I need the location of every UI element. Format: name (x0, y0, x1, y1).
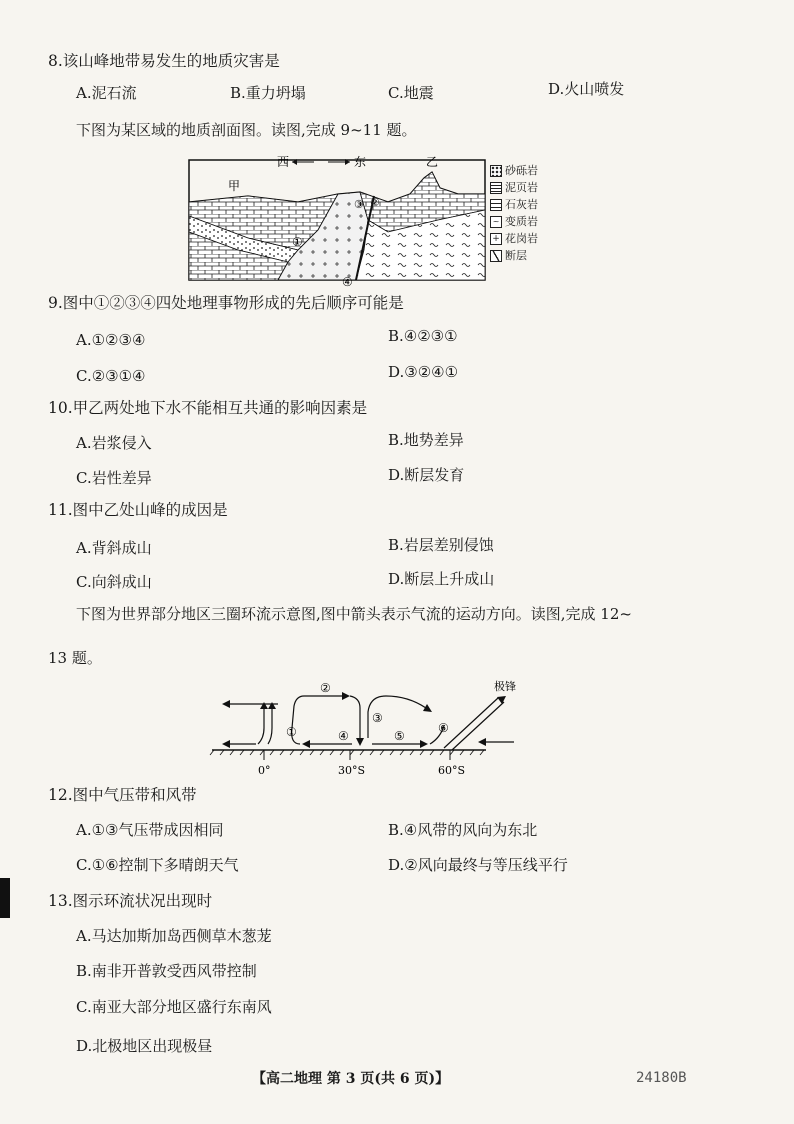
circ-marker-2: ② (320, 681, 331, 695)
legend-label-limestone: 石灰岩 (505, 198, 538, 211)
q10-option-d: D.断层发育 (388, 466, 465, 484)
q9-option-a: A.①②③④ (76, 331, 146, 349)
q8-option-a: A.泥石流 (76, 84, 137, 102)
circ-marker-4: ④ (338, 729, 349, 743)
lat-label-60s: 60°S (438, 764, 466, 777)
legend-item-sandstone (490, 164, 538, 177)
q8-option-b: B.重力坍塌 (230, 84, 306, 102)
intro-12-13-line2: 13 题。 (48, 649, 102, 667)
ferrel-cell-arrowhead (423, 704, 432, 712)
q13-option-d: D.北极地区出现极昼 (76, 1037, 213, 1055)
q12-option-a: A.①③气压带成因相同 (76, 821, 224, 839)
q10-option-a: A.岩浆侵入 (76, 434, 152, 452)
legend-label-fault: 断层 (505, 249, 527, 262)
q11-option-c: C.向斜成山 (76, 573, 152, 591)
circ-marker-5: ⑤ (394, 729, 405, 743)
legend-item-metamorphic (490, 215, 538, 228)
q12-option-b: B.④风带的风向为东北 (388, 821, 538, 839)
geologic-legend (490, 164, 586, 274)
marker-2: ② (370, 196, 380, 209)
circulation-figure (208, 678, 538, 778)
metamorphic-swatch: ~ (490, 216, 502, 228)
q9-option-c: C.②③①④ (76, 367, 146, 385)
polar-front-line-2 (452, 702, 504, 750)
paper-code: 24180B (636, 1070, 687, 1086)
q8-option-c: C.地震 (388, 84, 434, 102)
page-footer: 【高二地理 第 3 页(共 6 页)】 (252, 1071, 450, 1087)
label-west: 西 (277, 155, 290, 169)
q13-option-a: A.马达加斯加岛西侧草木葱茏 (76, 927, 272, 945)
legend-item-granite (490, 232, 538, 245)
marker-4: ④ (342, 275, 353, 288)
subtropical-descent-arrowhead (356, 738, 364, 746)
q8-stem: 8.该山峰地带易发生的地质灾害是 (48, 52, 280, 70)
westerly-arrowhead (420, 740, 428, 748)
surface-left-arrowhead (222, 740, 230, 748)
upper-left-arrowhead (222, 700, 230, 708)
intro-9-11: 下图为某区域的地质剖面图。读图,完成 9~11 题。 (76, 121, 417, 139)
q9-stem: 9.图中①②③④四处地理事物形成的先后顺序可能是 (48, 294, 404, 312)
q12-option-c: C.①⑥控制下多晴朗天气 (76, 856, 239, 874)
polar-front-line-1 (444, 698, 498, 748)
label-east: 东 (354, 155, 367, 169)
subtropical-descent (350, 696, 360, 740)
limestone-swatch (490, 199, 502, 211)
legend-item-mudstone (490, 181, 538, 194)
equator-rise-right (268, 706, 272, 744)
lat-label-0: 0° (258, 764, 271, 777)
q9-option-d: D.③②④① (388, 363, 459, 381)
q10-stem: 10.甲乙两处地下水不能相互共通的影响因素是 (48, 399, 368, 417)
circ-marker-6: ⑥ (438, 721, 449, 735)
marker-3: ③ (354, 198, 364, 211)
circulation-svg (208, 678, 538, 778)
marker-1: ① (292, 235, 303, 249)
mudstone-swatch (490, 182, 502, 194)
granite-swatch: + (490, 233, 502, 245)
q11-option-a: A.背斜成山 (76, 539, 152, 557)
geologic-section-figure (188, 150, 588, 288)
polar-front-arrowhead (497, 696, 506, 704)
q13-stem: 13.图示环流状况出现时 (48, 892, 213, 910)
label-yi: 乙 (426, 155, 439, 169)
q11-stem: 11.图中乙处山峰的成因是 (48, 501, 228, 519)
circ-marker-1: ① (286, 725, 297, 739)
legend-label-sandstone: 砂砾岩 (505, 164, 538, 177)
upper-poleward-arrowhead (342, 692, 350, 700)
q12-stem: 12.图中气压带和风带 (48, 786, 197, 804)
equator-rise-left (258, 706, 264, 744)
q13-option-b: B.南非开普敦受西风带控制 (76, 962, 257, 980)
lat-label-30s: 30°S (338, 764, 366, 777)
q11-option-b: B.岩层差别侵蚀 (388, 536, 494, 554)
q10-option-c: C.岩性差异 (76, 469, 152, 487)
q11-option-d: D.断层上升成山 (388, 570, 495, 588)
q13-option-c: C.南亚大部分地区盛行东南风 (76, 998, 272, 1016)
label-jia: 甲 (228, 179, 241, 193)
fault-swatch (490, 250, 502, 262)
sandstone-swatch (490, 165, 502, 177)
polar-front-label: 极锋 (494, 680, 516, 693)
q10-option-b: B.地势差异 (388, 431, 464, 449)
legend-label-mudstone: 泥页岩 (505, 181, 538, 194)
equator-rise-arrowhead-right (268, 702, 276, 709)
intro-12-13-line1: 下图为世界部分地区三圈环流示意图,图中箭头表示气流的运动方向。读图,完成 12~ (76, 605, 632, 623)
polar-easterly-arrowhead (478, 738, 486, 746)
legend-item-fault (490, 249, 527, 262)
q12-option-d: D.②风向最终与等压线平行 (388, 856, 568, 874)
legend-item-limestone (490, 198, 538, 211)
trade-wind-arrowhead (302, 740, 310, 748)
equator-rise-arrowhead-left (260, 702, 268, 709)
legend-label-granite: 花岗岩 (505, 232, 538, 245)
q8-option-d: D.火山喷发 (548, 80, 625, 98)
scan-edge-mark (0, 878, 10, 918)
circ-marker-3: ③ (372, 711, 383, 725)
legend-label-metamorphic: 变质岩 (505, 215, 538, 228)
q9-option-b: B.④②③① (388, 327, 458, 345)
